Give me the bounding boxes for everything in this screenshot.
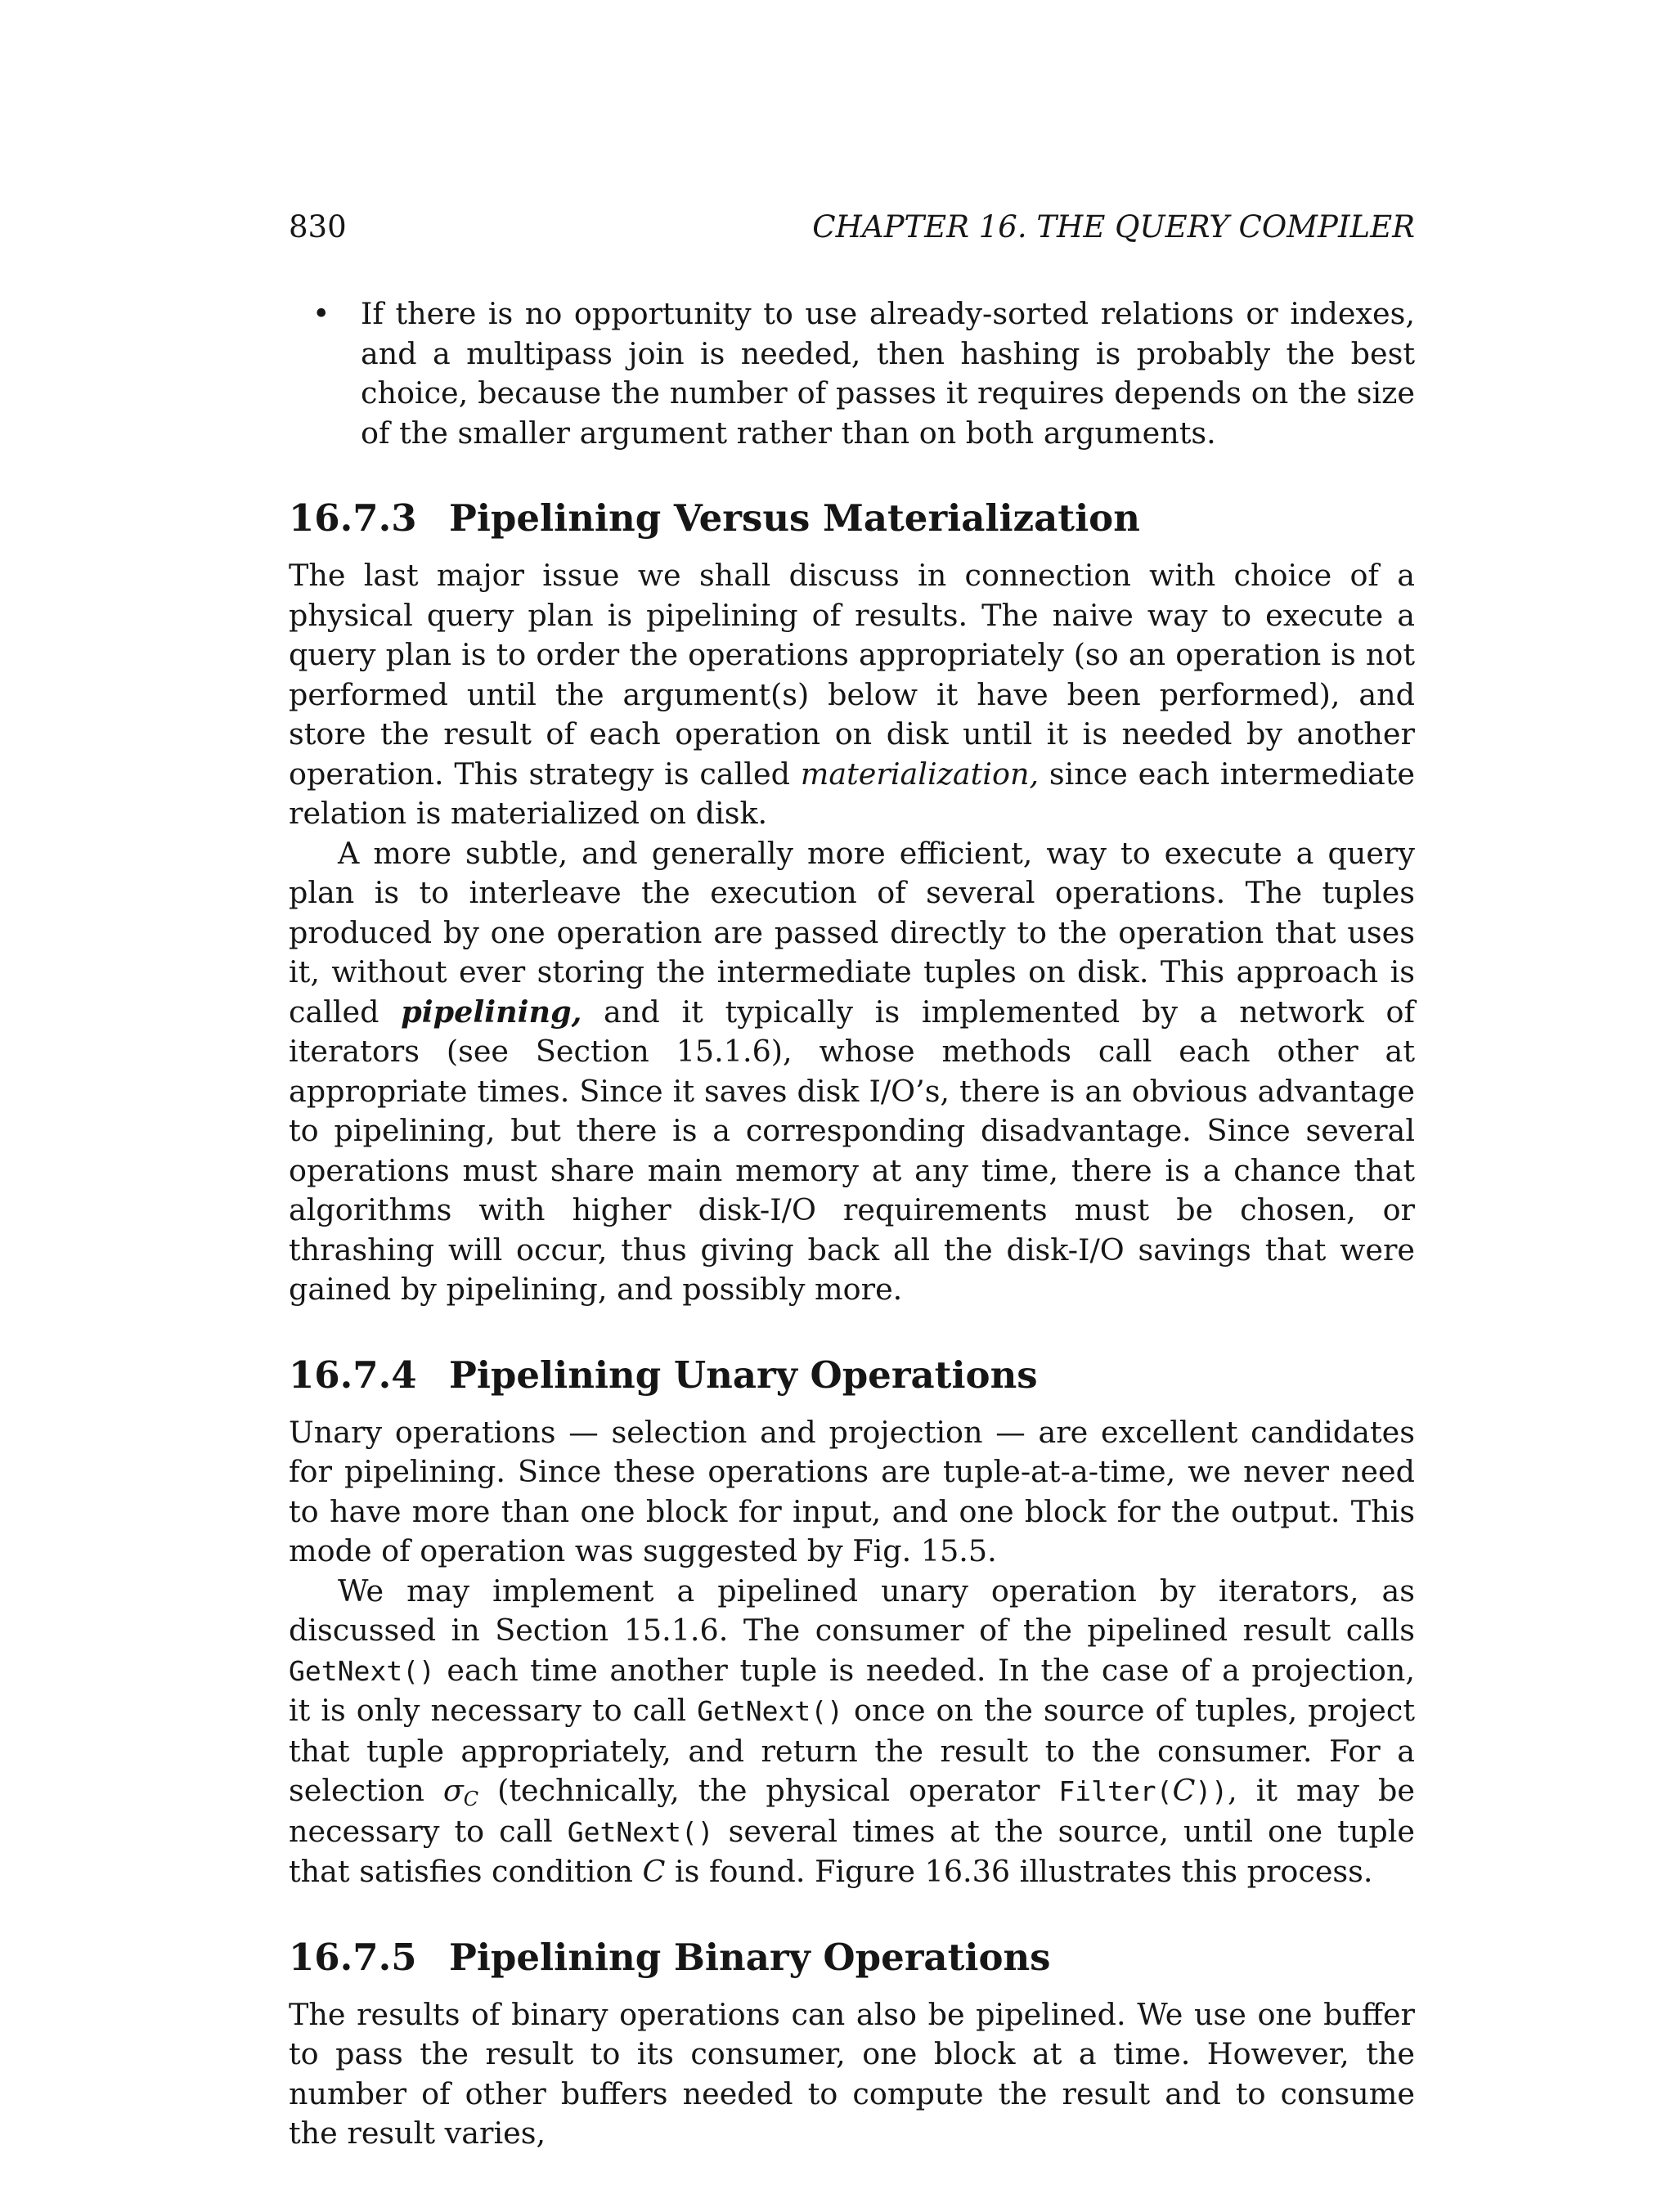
- text-run: (technically, the physical operator: [478, 1773, 1059, 1808]
- page-number: 830: [289, 209, 347, 245]
- sigma-subscript: C: [463, 1788, 479, 1810]
- text-run: and it typically is implemented by a network of iterators (see Section 15.1.6), whose methods call each other at appropriate times. Since it saves disk I/O’s, there is an obvious advantage to pipelining, but there is a corresponding disadvantage. Since several operations must share main memory at any time, there is a chance that algorithms with higher disk-I/O requirements must be chosen, or thrashing will occur, thus giving back all the disk-I/O savings that were gained by pipelining, and possibly more.: [289, 994, 1415, 1307]
- text-run: each time another tuple is needed. In the case of a projection, it is only necessary to call: [289, 1652, 1415, 1728]
- paragraph: [289, 1572, 1415, 1892]
- text-run: once on the source of tuples, project that tuple appropriately, and return the result to the consumer. For a selection: [289, 1693, 1415, 1808]
- paragraph: The results of binary operations can also be pipelined. We use one buffer to pass the result to its consumer, one block at a time. However, the number of other buffers needed to compute the result and to consume the result varies,: [289, 1996, 1415, 2151]
- list-item: [312, 294, 1415, 453]
- text-run: A more subtle, and generally more efficient, way to execute a query plan is to interleave the execution of several operations. The tuples produced by one operation are passed directly to the operation that uses it, without ever storing the intermediate tuples on disk. This approach is called: [289, 835, 1415, 1030]
- section-title: Pipelining Versus Materialization: [449, 496, 1140, 540]
- paragraph: [289, 556, 1415, 834]
- section-number: 16.7.5: [289, 1935, 417, 1979]
- text-run: is found. Figure 16.36 illustrates this process.: [665, 1854, 1373, 1889]
- code-filter: Filter(: [1058, 1775, 1173, 1807]
- bullet-icon: •: [312, 296, 330, 331]
- bullet-text: If there is no opportunity to use already-sorted relations or indexes, and a multipass join is needed, then hashing is probably the best choice, because the number of passes it requires depends on the size of the smaller argument rather than on both arguments.: [361, 296, 1415, 451]
- section-title: Pipelining Binary Operations: [449, 1935, 1051, 1979]
- code-getnext: GetNext(): [697, 1695, 844, 1727]
- defined-term: materialization,: [800, 756, 1040, 792]
- section-heading-16-7-4: [289, 1353, 1415, 1398]
- paragraph: Unary operations — selection and projection — are excellent candidates for pipelining. Since these operations are tuple-at-a-time, we never need to have more than one block for input, and one block for the output. This mode of operation was suggested by Fig. 15.5.: [289, 1414, 1415, 1568]
- page-body: [289, 294, 1415, 2154]
- section-heading-16-7-5: [289, 1935, 1415, 1981]
- bullet-list: [289, 294, 1415, 453]
- code-variable: C: [1172, 1773, 1196, 1808]
- section-number: 16.7.3: [289, 496, 417, 540]
- code-getnext: GetNext(): [289, 1654, 435, 1687]
- sigma-symbol: σ: [442, 1773, 464, 1808]
- condition-variable: C: [642, 1854, 666, 1889]
- code-getnext: GetNext(): [567, 1815, 714, 1848]
- defined-term: pipelining,: [401, 994, 582, 1030]
- text-run: We may implement a pipelined unary operation by iterators, as discussed in Section 15.1.6. The consumer of the pipelined result calls: [289, 1573, 1415, 1648]
- text-run: since each intermediate relation is materialized on disk.: [289, 756, 1415, 831]
- text-run: several times at the source, until one tuple that satisfies condition: [289, 1813, 1415, 1889]
- text-run: , it may be necessary to call: [289, 1773, 1415, 1849]
- section-title: Pipelining Unary Operations: [449, 1353, 1038, 1397]
- code-filter-end: )): [1195, 1775, 1228, 1807]
- section-heading-16-7-3: [289, 496, 1415, 541]
- section-number: 16.7.4: [289, 1353, 417, 1397]
- running-title: CHAPTER 16. THE QUERY COMPILER: [812, 209, 1415, 245]
- text-run: The last major issue we shall discuss in connection with choice of a physical query plan is pipelining of results. The naive way to execute a query plan is to order the operations appropriately (so an operation is not performed until the argument(s) below it have been performed), and store the result of each operation on disk until it is needed by another operation. This strategy is called: [289, 558, 1415, 792]
- paragraph: [289, 834, 1415, 1310]
